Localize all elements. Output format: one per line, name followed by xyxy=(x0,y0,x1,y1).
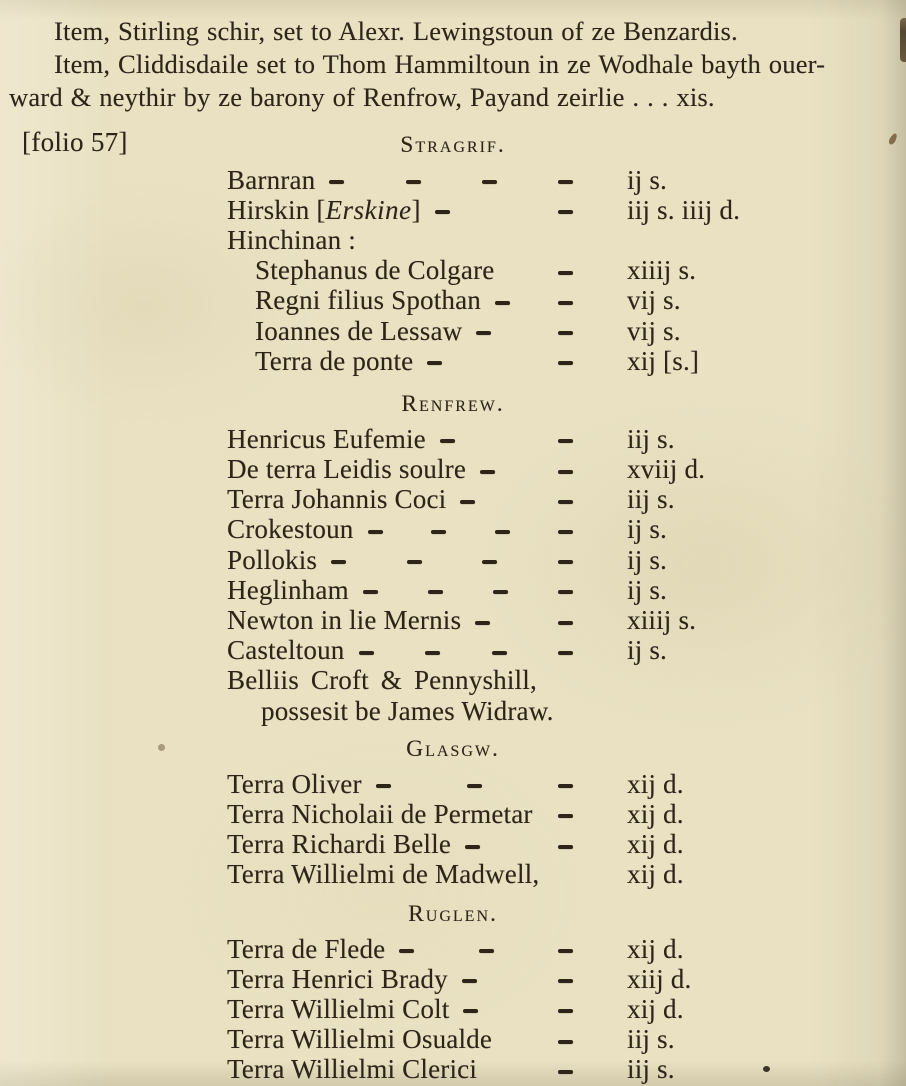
leader-dashes xyxy=(362,769,627,799)
leader-dashes xyxy=(345,636,628,666)
place-name: Belliis Croft & Pennyshill, xyxy=(227,665,537,696)
leader-dash xyxy=(428,590,443,594)
amount-value: xiiij s. xyxy=(627,255,697,286)
place-name: Crokestoun xyxy=(227,514,354,545)
amount-value: iij s. xyxy=(627,484,675,515)
leader-dashes xyxy=(349,575,627,605)
leader-dash xyxy=(482,560,497,564)
leader-dash xyxy=(363,590,378,594)
intro-line: ward & neythir by ze barony of Renfrow, Payand zeirlie . . . xis. xyxy=(9,82,715,112)
table-row xyxy=(227,994,906,1024)
leader-dash xyxy=(558,1040,573,1044)
table-row xyxy=(227,860,906,890)
section-heading-row xyxy=(0,898,906,931)
leader-dashes xyxy=(477,1055,627,1085)
amount-value: iij s. xyxy=(627,1024,675,1055)
amount-value: xij d. xyxy=(627,993,684,1024)
leader-dash xyxy=(558,979,573,983)
leader-dash xyxy=(359,651,374,655)
amount-value: xij d. xyxy=(627,829,684,860)
leader-dashes xyxy=(461,605,627,635)
place-name: Pollokis xyxy=(227,544,318,575)
editorial-note-italic: Erskine xyxy=(325,194,412,225)
intro-line: Item, Cliddisdaile set to Thom Hammiltoun in ze Wodhale bayth ouer- xyxy=(54,49,826,79)
place-name: Terra Willielmi de Madwell, xyxy=(227,859,540,890)
place-name: Terra de ponte xyxy=(255,345,414,376)
leader-dash xyxy=(558,500,573,504)
leader-dash xyxy=(329,180,344,184)
leader-dash xyxy=(495,301,510,305)
leader-dashes xyxy=(537,666,627,696)
section-stragrif xyxy=(0,129,906,376)
place-name: Terra Oliver xyxy=(227,768,362,799)
leader-dashes xyxy=(385,934,627,964)
section-heading-stragrif: Stragrif. xyxy=(400,132,506,158)
table-row xyxy=(227,165,906,195)
leader-dashes xyxy=(413,346,627,376)
table-row xyxy=(227,934,906,964)
leader-dash xyxy=(467,784,482,788)
amount-value: ij s. xyxy=(627,635,668,666)
place-name: Heglinham xyxy=(227,574,349,605)
section-ruglen xyxy=(0,898,906,1085)
leader-dashes xyxy=(466,455,627,485)
leader-dashes xyxy=(554,696,627,726)
section-glasgw xyxy=(0,733,906,890)
leader-dash xyxy=(482,180,497,184)
table-row xyxy=(227,1055,906,1085)
leader-dash xyxy=(492,651,507,655)
place-name: Terra Richardi Belle xyxy=(227,829,452,860)
leader-dash xyxy=(465,845,480,849)
table-row xyxy=(227,225,906,255)
place-name: Hinchinan : xyxy=(227,224,356,255)
leader-dash xyxy=(425,651,440,655)
rental-table xyxy=(227,424,906,726)
section-heading-ruglen: Ruglen. xyxy=(408,900,498,927)
place-name: Terra de Flede xyxy=(227,933,386,964)
leader-dash xyxy=(558,621,573,625)
place-name: Terra Henrici Brady xyxy=(227,963,448,994)
amount-value: vij s. xyxy=(627,285,681,316)
table-row xyxy=(227,545,906,575)
table-row xyxy=(227,455,906,485)
amount-value: ij s. xyxy=(627,164,668,195)
amount-value: xiij d. xyxy=(627,963,692,994)
section-heading-renfrew: Renfrew. xyxy=(401,391,505,418)
leader-dashes xyxy=(446,485,627,515)
table-row xyxy=(227,799,906,829)
leader-dashes xyxy=(462,316,627,346)
leader-dash xyxy=(440,439,455,443)
amount-value: iij s. xyxy=(627,1054,675,1085)
leader-dash xyxy=(558,361,573,365)
leader-dash xyxy=(558,845,573,849)
leader-dashes xyxy=(492,1025,627,1055)
place-name: possesit be James Widraw. xyxy=(261,695,554,726)
amount-value: xij d. xyxy=(627,933,684,964)
amount-value: ij s. xyxy=(627,514,668,545)
intro-paragraphs xyxy=(9,15,906,114)
table-row xyxy=(227,605,906,635)
place-name: Ioannes de Lessaw xyxy=(255,315,463,346)
amount-value: vij s. xyxy=(627,315,681,346)
leader-dashes xyxy=(449,994,627,1024)
amount-value: iij s. iiij d. xyxy=(627,194,741,225)
leader-dash xyxy=(558,949,573,953)
leader-dash xyxy=(558,530,573,534)
leader-dash xyxy=(558,271,573,275)
rental-table xyxy=(227,934,906,1085)
folio-label: [folio 57] xyxy=(22,127,128,157)
leader-dash xyxy=(493,590,508,594)
table-row xyxy=(227,575,906,605)
rental-table xyxy=(227,165,906,376)
table-row xyxy=(227,769,906,799)
table-row xyxy=(227,485,906,515)
leader-dash xyxy=(558,651,573,655)
table-row xyxy=(227,424,906,454)
place-name: Terra Nicholaii de Permetar xyxy=(227,798,533,829)
leader-dash xyxy=(558,814,573,818)
leader-dashes xyxy=(448,964,627,994)
leader-dashes xyxy=(494,256,627,286)
leader-dash xyxy=(558,470,573,474)
leader-dash xyxy=(558,331,573,335)
place-name: Terra Willielmi Colt xyxy=(227,993,450,1024)
rental-sections xyxy=(0,129,906,1085)
leader-dashes xyxy=(481,286,627,316)
amount-value: iij s. xyxy=(627,423,675,454)
place-name: Terra Willielmi Osualde xyxy=(227,1024,493,1055)
table-row xyxy=(227,1025,906,1055)
amount-value: xij d. xyxy=(627,859,684,890)
leader-dash xyxy=(462,979,477,983)
leader-dashes xyxy=(356,225,627,255)
leader-dashes xyxy=(451,830,627,860)
table-row xyxy=(227,346,906,376)
leader-dash xyxy=(463,1009,478,1013)
page-edge-mark xyxy=(900,18,906,62)
leader-dash xyxy=(431,530,446,534)
table-row xyxy=(227,256,906,286)
ink-speck-dot xyxy=(158,744,165,751)
leader-dash xyxy=(399,949,414,953)
table-row xyxy=(227,666,906,696)
table-row xyxy=(227,696,906,726)
leader-dash xyxy=(558,1070,573,1074)
leader-dashes xyxy=(421,195,627,225)
place-name: Regni filius Spothan xyxy=(255,285,481,316)
leader-dash xyxy=(480,470,495,474)
amount-value: ij s. xyxy=(627,574,668,605)
leader-dash xyxy=(368,530,383,534)
leader-dash xyxy=(558,301,573,305)
leader-dash xyxy=(558,590,573,594)
section-heading-row xyxy=(0,129,906,162)
leader-dash xyxy=(376,784,391,788)
leader-dashes xyxy=(354,515,628,545)
amount-value: xiiij s. xyxy=(627,605,697,636)
table-row xyxy=(227,195,906,225)
intro-line: Item, Stirling schir, set to Alexr. Lewingstoun of ze Benzardis. xyxy=(54,16,738,46)
leader-dash xyxy=(558,784,573,788)
place-name: Newton in lie Mernis xyxy=(227,605,462,636)
table-row xyxy=(227,515,906,545)
section-heading-row xyxy=(0,388,906,421)
leader-dash xyxy=(476,331,491,335)
table-row xyxy=(227,316,906,346)
leader-dash xyxy=(435,210,450,214)
leader-dashes xyxy=(426,424,627,454)
section-renfrew xyxy=(0,388,906,726)
rental-table xyxy=(227,769,906,890)
leader-dash xyxy=(427,361,442,365)
leader-dashes xyxy=(539,860,627,890)
leader-dash xyxy=(460,500,475,504)
ink-speck-dot xyxy=(763,1066,770,1072)
leader-dash xyxy=(475,621,490,625)
place-name: Stephanus de Colgare xyxy=(255,255,495,286)
place-name: Henricus Eufemie xyxy=(227,423,426,454)
place-name: Terra Johannis Coci xyxy=(227,484,447,515)
table-row xyxy=(227,636,906,666)
leader-dashes xyxy=(533,799,627,829)
place-name: Barnran xyxy=(227,164,316,195)
place-name: Casteltoun xyxy=(227,635,345,666)
leader-dashes xyxy=(315,165,627,195)
amount-value: xij d. xyxy=(627,768,684,799)
leader-dash xyxy=(407,560,422,564)
table-row xyxy=(227,286,906,316)
place-name: Terra Willielmi Clerici xyxy=(227,1054,478,1085)
leader-dash xyxy=(558,1009,573,1013)
leader-dash xyxy=(558,560,573,564)
amount-value: xviij d. xyxy=(627,454,706,485)
leader-dash xyxy=(406,180,421,184)
leader-dash xyxy=(495,530,510,534)
leader-dash xyxy=(558,180,573,184)
table-row xyxy=(227,964,906,994)
place-name: De terra Leidis soulre xyxy=(227,454,467,485)
place-name: Hirskin [Erskine] xyxy=(227,194,421,225)
section-heading-row xyxy=(0,733,906,766)
leader-dashes xyxy=(317,545,627,575)
section-heading-glasgw: Glasgw. xyxy=(406,736,500,763)
leader-dash xyxy=(331,560,346,564)
leader-dash xyxy=(479,949,494,953)
amount-value: xij [s.] xyxy=(627,345,700,376)
amount-value: ij s. xyxy=(627,544,668,575)
leader-dash xyxy=(558,210,573,214)
amount-value: xij d. xyxy=(627,798,684,829)
table-row xyxy=(227,830,906,860)
leader-dash xyxy=(558,439,573,443)
